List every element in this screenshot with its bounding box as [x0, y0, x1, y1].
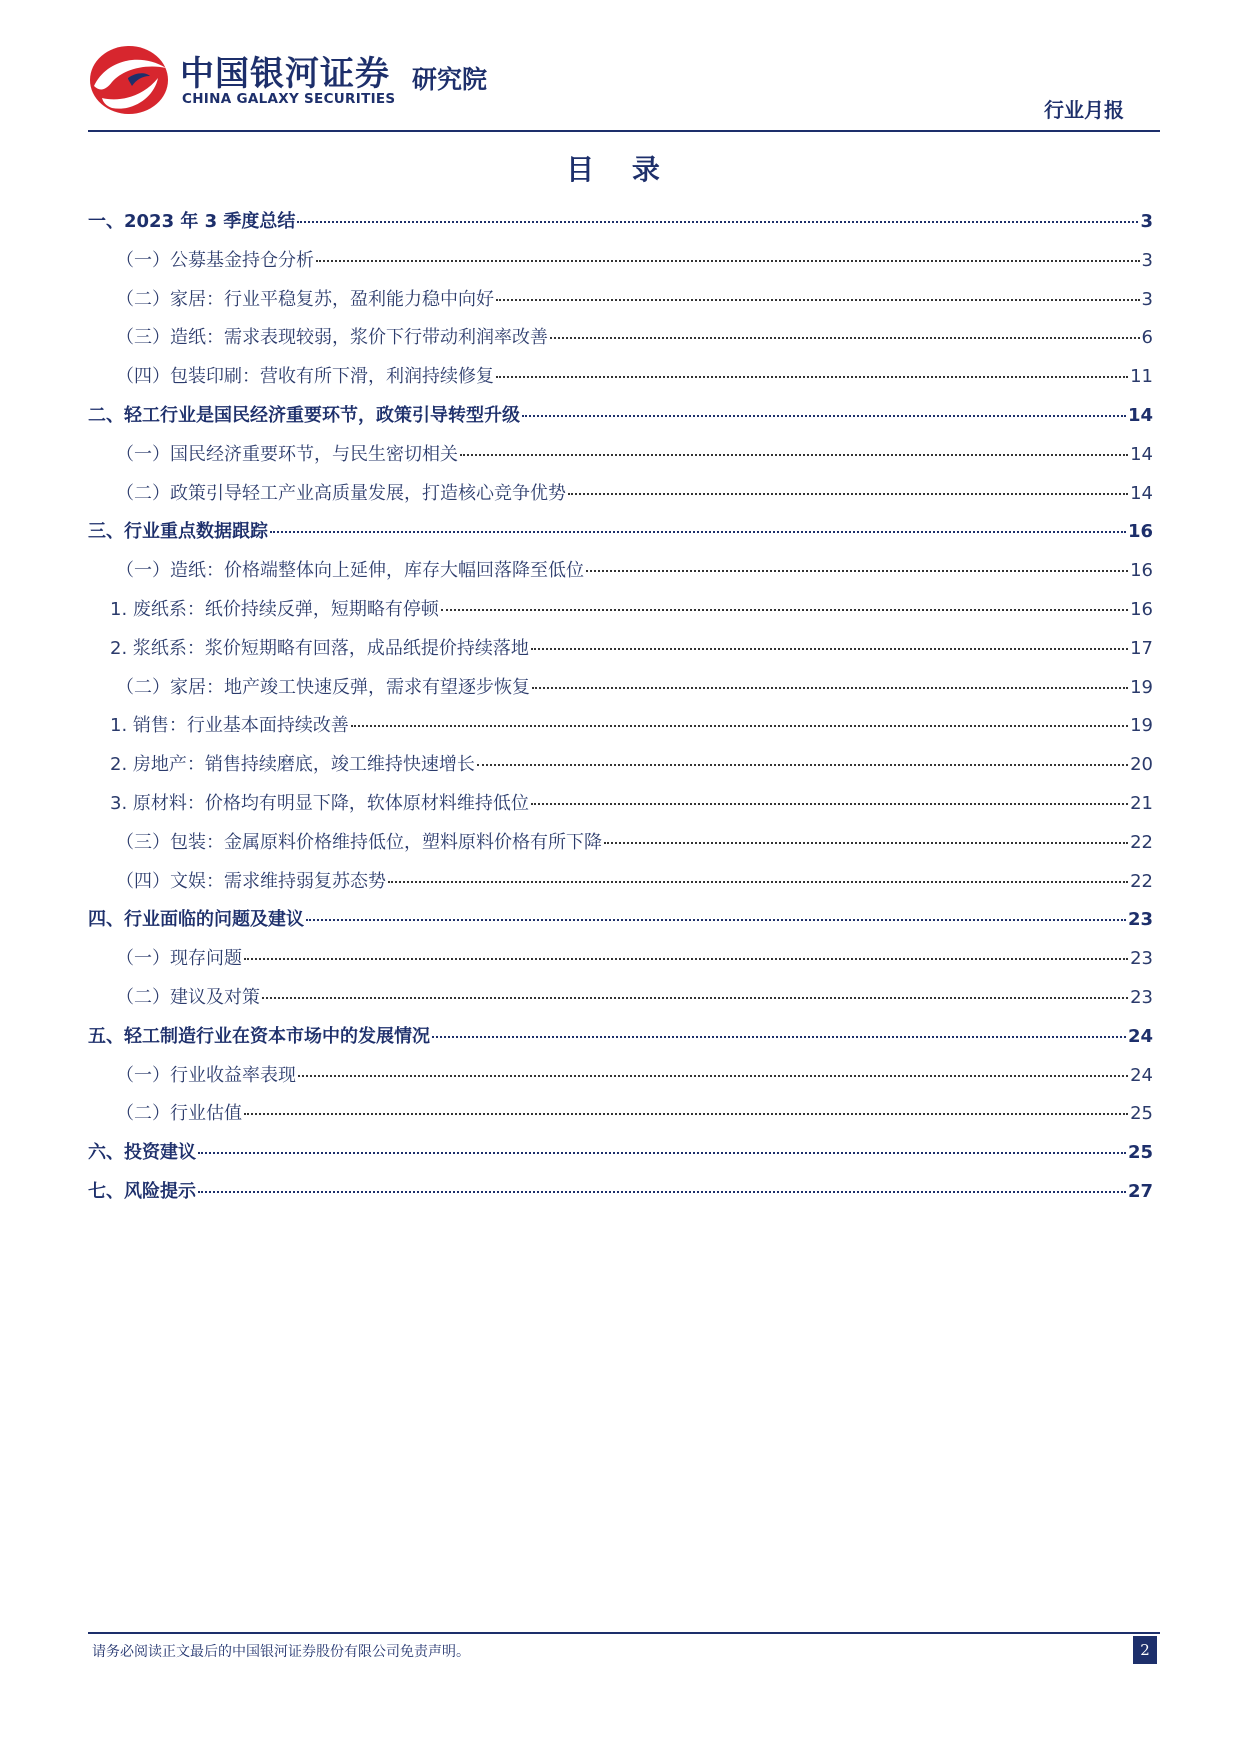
- toc-entry-level-1[interactable]: [88, 200, 1153, 239]
- toc-entry-page-number: 24: [1127, 1025, 1153, 1047]
- toc-entry-label: （二）家居：地产竣工快速反弹，需求有望逐步恢复: [116, 676, 530, 698]
- toc-entry-page-number: 19: [1130, 715, 1153, 737]
- toc-dot-leader: [477, 764, 1128, 766]
- toc-dot-leader: [270, 531, 1126, 533]
- toc-entry-level-3[interactable]: [88, 588, 1153, 627]
- toc-entry-page-number: 14: [1130, 443, 1153, 465]
- toc-entry-level-2[interactable]: [88, 549, 1153, 588]
- toc-dot-leader: [316, 260, 1140, 262]
- toc-dot-leader: [460, 454, 1128, 456]
- toc-entry-page-number: 19: [1130, 676, 1153, 698]
- toc-dot-leader: [531, 648, 1128, 650]
- toc-dot-leader: [532, 687, 1128, 689]
- toc-entry-page-number: 25: [1130, 1103, 1153, 1125]
- header-divider: [88, 130, 1160, 132]
- toc-entry-label: 2. 浆纸系：浆价短期略有回落，成品纸提价持续落地: [110, 637, 529, 659]
- toc-dot-leader: [306, 919, 1126, 921]
- toc-entry-level-3[interactable]: [88, 704, 1153, 743]
- toc-entry-label: 2. 房地产：销售持续磨底，竣工维持快速增长: [110, 754, 475, 776]
- toc-dot-leader: [550, 337, 1140, 339]
- toc-entry-label: （二）政策引导轻工产业高质量发展，打造核心竞争优势: [116, 482, 566, 504]
- toc-dot-leader: [568, 493, 1128, 495]
- footer-disclaimer: 请务必阅读正文最后的中国银河证券股份有限公司免责声明。: [92, 1644, 470, 1660]
- toc-entry-level-3[interactable]: [88, 782, 1153, 821]
- toc-entry-level-2[interactable]: [88, 472, 1153, 511]
- page-number-badge: 2: [1133, 1636, 1157, 1664]
- toc-entry-level-1[interactable]: [88, 1170, 1153, 1209]
- toc-entry-label: （四）包装印刷：营收有所下滑，利润持续修复: [116, 366, 494, 388]
- institute-label: 研究院: [412, 65, 488, 94]
- footer-divider: [88, 1632, 1160, 1634]
- toc-entry-page-number: 23: [1130, 948, 1153, 970]
- toc-entry-label: 1. 废纸系：纸价持续反弹，短期略有停顿: [110, 598, 439, 620]
- toc-entry-level-2[interactable]: [88, 278, 1153, 317]
- toc-entry-label: （二）建议及对策: [116, 986, 260, 1008]
- toc-dot-leader: [262, 997, 1128, 999]
- toc-entry-page-number: 16: [1127, 521, 1153, 543]
- toc-entry-label: 五、轻工制造行业在资本市场中的发展情况: [88, 1025, 430, 1047]
- toc-entry-label: 四、行业面临的问题及建议: [88, 909, 304, 931]
- toc-dot-leader: [531, 803, 1128, 805]
- toc-entry-page-number: 14: [1127, 404, 1153, 426]
- toc-entry-label: 三、行业重点数据跟踪: [88, 521, 268, 543]
- toc-entry-label: 一、2023 年 3 季度总结: [88, 211, 296, 232]
- galaxy-logo-icon: [88, 42, 170, 118]
- toc-entry-label: 1. 销售：行业基本面持续改善: [110, 715, 349, 737]
- toc-entry-label: 六、投资建议: [88, 1142, 196, 1164]
- toc-dot-leader: [297, 221, 1138, 223]
- toc-entry-level-2[interactable]: [88, 976, 1153, 1015]
- toc-entry-page-number: 21: [1130, 792, 1153, 814]
- toc-dot-leader: [522, 415, 1126, 417]
- toc-dot-leader: [388, 881, 1128, 883]
- toc-dot-leader: [351, 725, 1128, 727]
- toc-entry-level-2[interactable]: [88, 821, 1153, 860]
- toc-dot-leader: [441, 609, 1128, 611]
- toc-entry-level-2[interactable]: [88, 433, 1153, 472]
- toc-dot-leader: [604, 842, 1128, 844]
- toc-entry-label: （四）文娱：需求维持弱复苏态势: [116, 870, 386, 892]
- toc-entry-page-number: 16: [1130, 598, 1153, 620]
- toc-entry-page-number: 16: [1130, 560, 1153, 582]
- toc-entry-level-2[interactable]: [88, 860, 1153, 899]
- toc-entry-page-number: 6: [1141, 327, 1153, 349]
- toc-entry-level-3[interactable]: [88, 743, 1153, 782]
- toc-entry-page-number: 20: [1130, 754, 1153, 776]
- toc-entry-page-number: 3: [1141, 249, 1153, 271]
- toc-entry-page-number: 11: [1130, 366, 1153, 388]
- toc-entry-label: （一）造纸：价格端整体向上延伸，库存大幅回落降至低位: [116, 560, 584, 582]
- toc-entry-level-2[interactable]: [88, 355, 1153, 394]
- report-header: [88, 36, 1160, 132]
- toc-dot-leader: [244, 1113, 1128, 1115]
- toc-entry-level-1[interactable]: [88, 898, 1153, 937]
- toc-entry-label: （三）造纸：需求表现较弱，浆价下行带动利润率改善: [116, 327, 548, 349]
- toc-entry-level-2[interactable]: [88, 1054, 1153, 1093]
- toc-entry-label: （一）国民经济重要环节，与民生密切相关: [116, 443, 458, 465]
- toc-entry-page-number: 23: [1130, 986, 1153, 1008]
- toc-entry-label: （一）现存问题: [116, 948, 242, 970]
- toc-entry-page-number: 23: [1127, 909, 1153, 931]
- toc-entry-level-2[interactable]: [88, 1092, 1153, 1131]
- report-type-label: 行业月报: [1044, 98, 1124, 122]
- toc-entry-label: （一）行业收益率表现: [116, 1064, 296, 1086]
- toc-dot-leader: [496, 299, 1140, 301]
- toc-entry-page-number: 14: [1130, 482, 1153, 504]
- logo-english-name: CHINA GALAXY SECURITIES: [182, 91, 396, 107]
- toc-entry-level-1[interactable]: [88, 510, 1153, 549]
- toc-entry-label: 七、风险提示: [88, 1180, 196, 1202]
- table-of-contents: [88, 200, 1153, 1209]
- toc-dot-leader: [496, 376, 1128, 378]
- toc-entry-page-number: 22: [1130, 831, 1153, 853]
- toc-entry-label: （三）包装：金属原料价格维持低位，塑料原料价格有所下降: [116, 831, 602, 853]
- toc-entry-label: 二、轻工行业是国民经济重要环节，政策引导转型升级: [88, 404, 520, 426]
- toc-entry-label: （一）公募基金持仓分析: [116, 249, 314, 271]
- toc-entry-level-1[interactable]: [88, 394, 1153, 433]
- toc-entry-level-1[interactable]: [88, 1131, 1153, 1170]
- toc-entry-label: 3. 原材料：价格均有明显下降，软体原材料维持低位: [110, 792, 529, 814]
- toc-dot-leader: [244, 958, 1128, 960]
- toc-entry-page-number: 3: [1141, 288, 1153, 310]
- toc-entry-page-number: 22: [1130, 870, 1153, 892]
- toc-dot-leader: [198, 1191, 1126, 1193]
- toc-dot-leader: [432, 1036, 1126, 1038]
- toc-entry-label: （二）家居：行业平稳复苏，盈利能力稳中向好: [116, 288, 494, 310]
- toc-title: 目 录: [566, 153, 674, 186]
- toc-entry-level-1[interactable]: [88, 1015, 1153, 1054]
- toc-entry-page-number: 3: [1140, 211, 1153, 232]
- toc-entry-level-2[interactable]: [88, 239, 1153, 278]
- toc-dot-leader: [198, 1152, 1126, 1154]
- toc-entry-page-number: 17: [1130, 637, 1153, 659]
- toc-entry-page-number: 27: [1127, 1180, 1153, 1202]
- toc-dot-leader: [298, 1075, 1128, 1077]
- toc-entry-level-2[interactable]: [88, 937, 1153, 976]
- toc-entry-level-2[interactable]: [88, 666, 1153, 705]
- toc-entry-page-number: 24: [1130, 1064, 1153, 1086]
- toc-entry-level-2[interactable]: [88, 316, 1153, 355]
- toc-entry-label: （二）行业估值: [116, 1103, 242, 1125]
- toc-entry-level-3[interactable]: [88, 627, 1153, 666]
- toc-dot-leader: [586, 570, 1128, 572]
- logo-chinese-name: 中国银河证券: [180, 54, 390, 94]
- toc-entry-page-number: 25: [1127, 1142, 1153, 1164]
